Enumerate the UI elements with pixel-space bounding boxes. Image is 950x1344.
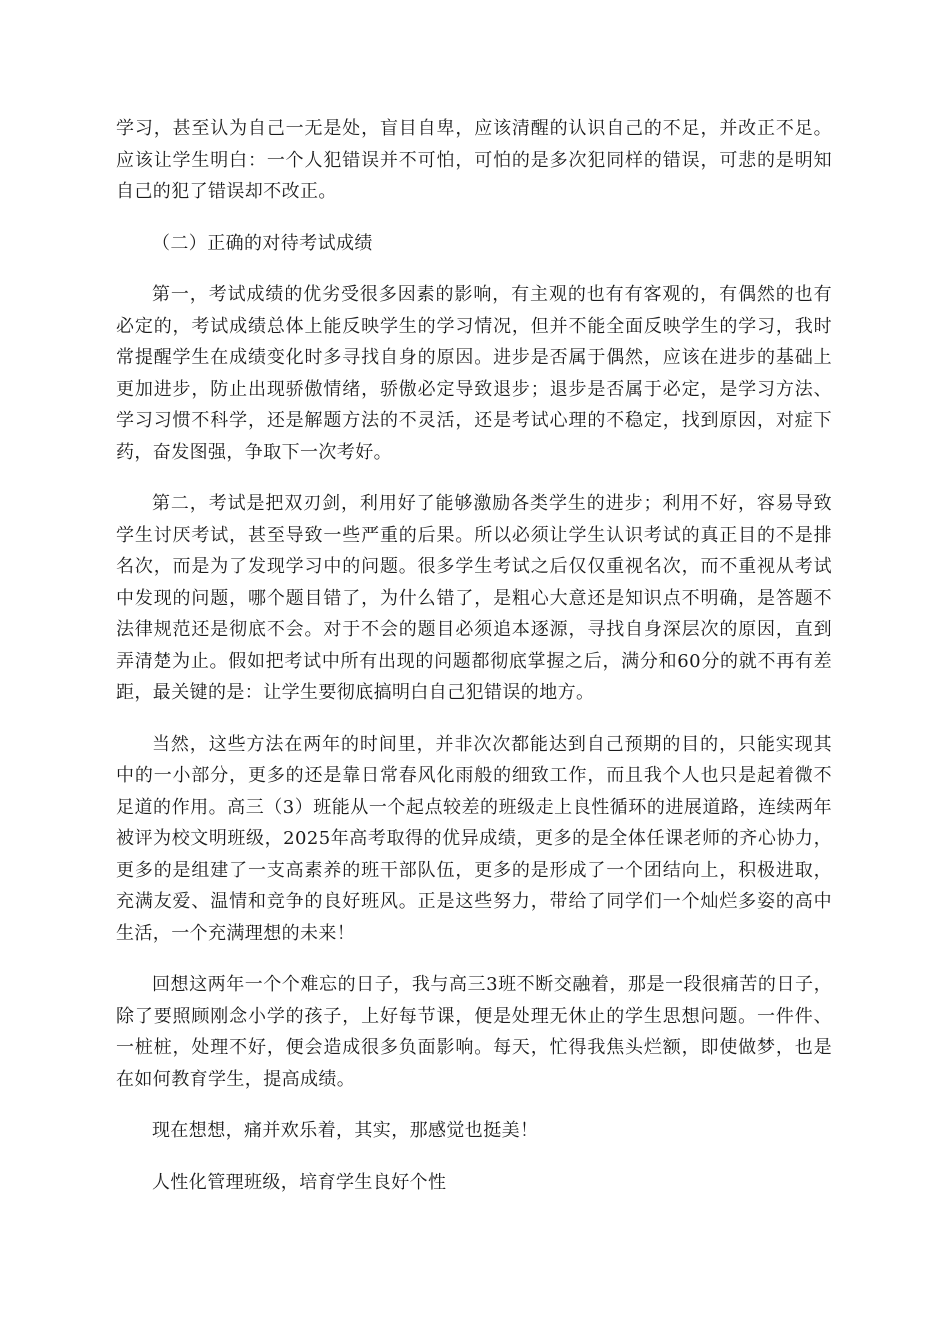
paragraph-first-point: 第一，考试成绩的优劣受很多因素的影响，有主观的也有有客观的，有偶然的也有必定的，考试成绩总体上能反映学生的学习情况，但并不能全面反映学生的学习，我时常提醒学生在成绩变化时多寻找自身的原因。进步是否属于偶然，应该在进步的基础上更加进步，防止出现骄傲情绪，骄傲必定导致退步；退步是否属于必定，是学习方法、学习习惯不科学，还是解题方法的不灵活，还是考试心理的不稳定，找到原因，对症下药，奋发图强，争取下一次考好。 [116, 284, 832, 463]
section-title: 人性化管理班级，培育学生良好个性 [152, 1171, 447, 1193]
paragraph-continuation: 学习，甚至认为自己一无是处，盲目自卑，应该清醒的认识自己的不足，并改正不足。应该让学生明白：一个人犯错误并不可怕，可怕的是多次犯同样的错误，可悲的是明知自己的犯了错误却不改正。 [116, 118, 832, 202]
paragraph-closing: 现在想想，痛并欢乐着，其实，那感觉也挺美！ [152, 1120, 539, 1141]
document-body [116, 113, 832, 1218]
paragraph-reflection: 回想这两年一个个难忘的日子，我与高三3班不断交融着，那是一段很痛苦的日子，除了要照顾刚念小学的孩子，上好每节课，便是处理无休止的学生思想问题。一件件、一桩桩，处理不好，便会造成很多负面影响。每天，忙得我焦头烂额，即使做梦，也是在如何教育学生，提高成绩。 [116, 974, 832, 1090]
section-heading: （二）正确的对待考试成绩 [152, 232, 373, 254]
paragraph-second-point: 第二，考试是把双刃剑，利用好了能够激励各类学生的进步；利用不好，容易导致学生讨厌考试，甚至导致一些严重的后果。所以必须让学生认识考试的真正目的不是排名次，而是为了发现学习中的问题。很多学生考试之后仅仅重视名次，而不重视从考试中发现的问题，哪个题目错了，为什么错了，是粗心大意还是知识点不明确，是答题不法律规范还是彻底不会。对于不会的题目必须追本逐源，寻找自身深层次的原因，直到弄清楚为止。假如把考试中所有出现的问题都彻底掌握之后，满分和60分的就不再有差距，最关键的是：让学生要彻底搞明白自己犯错误的地方。 [116, 493, 832, 703]
paragraph-summary: 当然，这些方法在两年的时间里，并非次次都能达到自己预期的目的，只能实现其中的一小部分，更多的还是靠日常春风化雨般的细致工作，而且我个人也只是起着微不足道的作用。高三（3）班能从一个起点较差的班级走上良性循环的进展道路，连续两年被评为校文明班级，2025年高考取得的优异成绩，更多的是全体任课老师的齐心协力，更多的是组建了一支高素养的班干部队伍，更多的是形成了一个团结向上，积极进取，充满友爱、温情和竞争的良好班风。正是这些努力，带给了同学们一个灿烂多姿的高中生活，一个充满理想的未来！ [116, 733, 832, 944]
